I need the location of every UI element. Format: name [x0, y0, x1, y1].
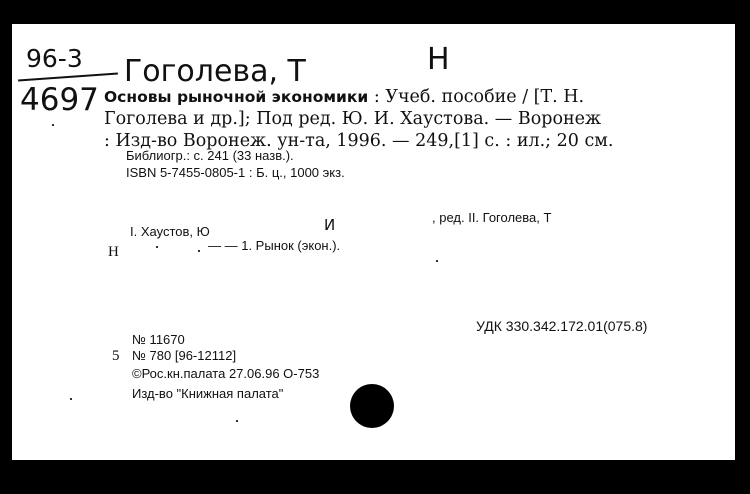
scan-speck: [70, 398, 72, 400]
scan-speck: [198, 250, 200, 252]
card-publisher: Изд-во "Книжная палата": [132, 386, 284, 401]
main-entry-line-1: [104, 86, 724, 108]
record-number-2: № 780 [96-12112]: [132, 348, 237, 363]
book-title: Основы рыночной экономики: [104, 88, 369, 106]
scan-speck: [236, 420, 238, 422]
scan-speck: [156, 246, 158, 248]
tracing-coauthor: , ред. II. Гоголева, Т: [432, 210, 552, 225]
main-entry-line-2: Гоголева и др.]; Под ред. Ю. И. Хаустова. — Воронеж: [104, 109, 602, 129]
tracing-initial-n: Н: [108, 244, 119, 260]
author-initial-handwritten: Н: [427, 42, 450, 77]
call-number-top: 96-3: [26, 44, 83, 73]
tracing-editor: I. Хаустов, Ю: [130, 224, 210, 239]
punch-hole: [350, 384, 394, 428]
main-entry-line-3: : Изд-во Воронеж. ун-та, 1996. — 249,[1] с. : ил.; 20 см.: [104, 131, 614, 151]
tracing-middle-initial: И: [324, 216, 336, 234]
tracing-subject: — — 1. Рынок (экон.).: [208, 238, 341, 253]
catalog-card: [12, 24, 735, 460]
title-continuation: : Учеб. пособие / [Т. Н.: [368, 87, 585, 107]
isbn-line: ISBN 5-7455-0805-1 : Б. ц., 1000 экз.: [126, 165, 345, 180]
udc-code: УДК 330.342.172.01(075.8): [476, 318, 648, 334]
call-number-divider: [18, 73, 118, 82]
bibliography-note: Библиогр.: с. 241 (33 назв.).: [126, 148, 294, 163]
main-entry: [104, 86, 724, 152]
record-number-prefix: 5: [112, 348, 120, 364]
call-number-bottom: 4697: [20, 82, 99, 118]
author-handwritten: Гоголева, Т: [124, 54, 306, 89]
book-chamber-stamp: ©Рос.кн.палата 27.06.96 О-753: [132, 366, 320, 381]
scan-speck: [52, 124, 54, 126]
record-number-1: № 11670: [132, 332, 185, 347]
scan-speck: [436, 260, 438, 262]
